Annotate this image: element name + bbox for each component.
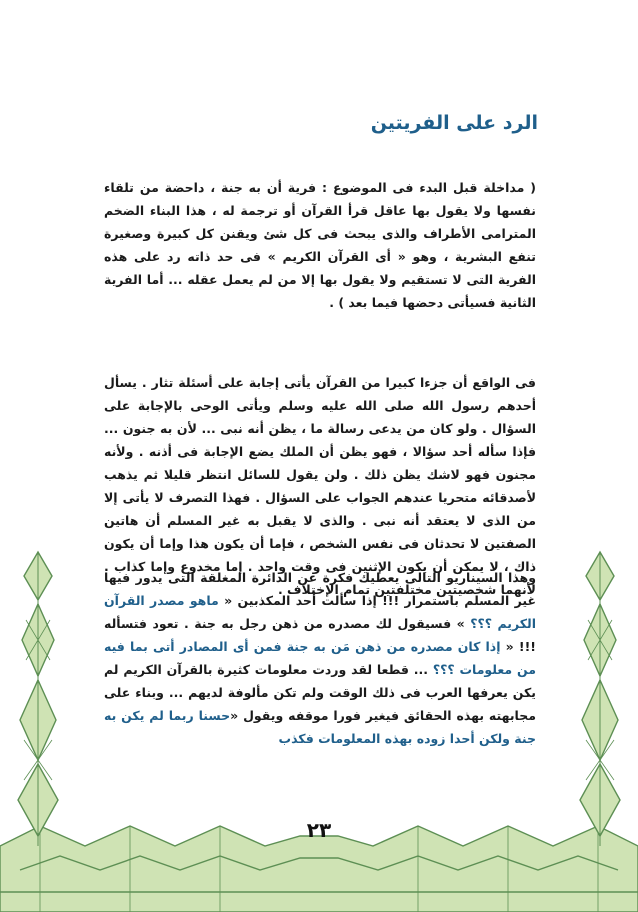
- paragraph-intro: ( مداخلة قبل البدء فى الموضوع : فرية أن به جنة ، داحضة من تلقاء نفسها ولا يقول بها عاقل قرأ القرآن أو ترجمة له ، هذا البناء الضخم المترامى الأطراف والذى يبحث فى كل شئ ويقنن كل كبيرة وصغيرة تنفع البشرية ، وهو « أى القرآن الكريم » فى حد ذاته رد على هذه الفرية التى لا تستقيم ولا يقول بها إلا من لم يعمل عقله ... أما الفرية الثانية فسيأتى دحضها فيما بعد ) .: [104, 180, 536, 310]
- scenario-question-2: إذا كان مصدره من ذهن مَن به جنة فمن أى المصادر أتى بما فيه من معلومات ؟؟؟: [104, 639, 536, 677]
- page-number: ٢٣: [306, 818, 332, 842]
- paragraph-scenario: [104, 566, 536, 750]
- scenario-text-2: » فسيقول لك مصدره من ذهن رجل به جنة . تعود فتسأله !!! «: [104, 616, 536, 654]
- scenario-text-3: ... قطعا لقد وردت معلومات كثيرة بالقرآن الكريم لم يكن يعرفها العرب فى ذلك الوقت ولم تكن مألوفة لديهم ... وبناء على مجابهته بهذه الحقائق فيغير فورا موقفه ويقول «: [104, 662, 536, 723]
- section-title: الرد على الفريتين: [370, 112, 538, 134]
- right-arabesque-column: [580, 552, 620, 846]
- scenario-question-1: ماهو مصدر القرآن الكريم ؟؟؟: [104, 593, 536, 631]
- scenario-answer: حسنا ربما لم يكن به جنة ولكن أحدا زوده بهذه المعلومات فكذب: [104, 708, 536, 746]
- scenario-text-1: وهذا السيناريو التالى يعطيك فكرة عن الدائرة المغلقة التى يدور فيها غير المسلم باستمرار !!! إذا سألت أحد المكذبين «: [104, 570, 536, 608]
- paragraph-main: فى الواقع أن جزءا كبيرا من القرآن يأتى إجابة على أسئلة تثار . يسأل أحدهم رسول الله صلى الله عليه وسلم ويأتى الوحى بالإجابة على السؤال . ولو كان من يدعى رسالة ما ، يظن أنه نبى ... لأن به جنون ... فإذا سأله أحد سؤالا ، فهو يظن أن الملك يضع الإجابة فى أذنه . ولأنه مجنون فهو لاشك يظن ذلك . ولن يقول للسائل انتظر قليلا ثم يذهب لأصدقائه متحريا عندهم الجواب على السؤال . فهذا التصرف لا يأتى إلا من الذى لا يعتقد أنه نبى . والذى لا يقبل به غير المسلم أن هاتين الصفتين لا تحدثان فى نفس الشخص ، فإما أن يكون هذا وإما أن يكون ذاك ، لا يمكن أن يكون الإثنين فى وقت واحد . إما مخدوع وإما كذاب . لأنهما شخصيتين مختلفتين تمام الإختلاف .: [104, 375, 536, 597]
- left-arabesque-column: [18, 552, 58, 846]
